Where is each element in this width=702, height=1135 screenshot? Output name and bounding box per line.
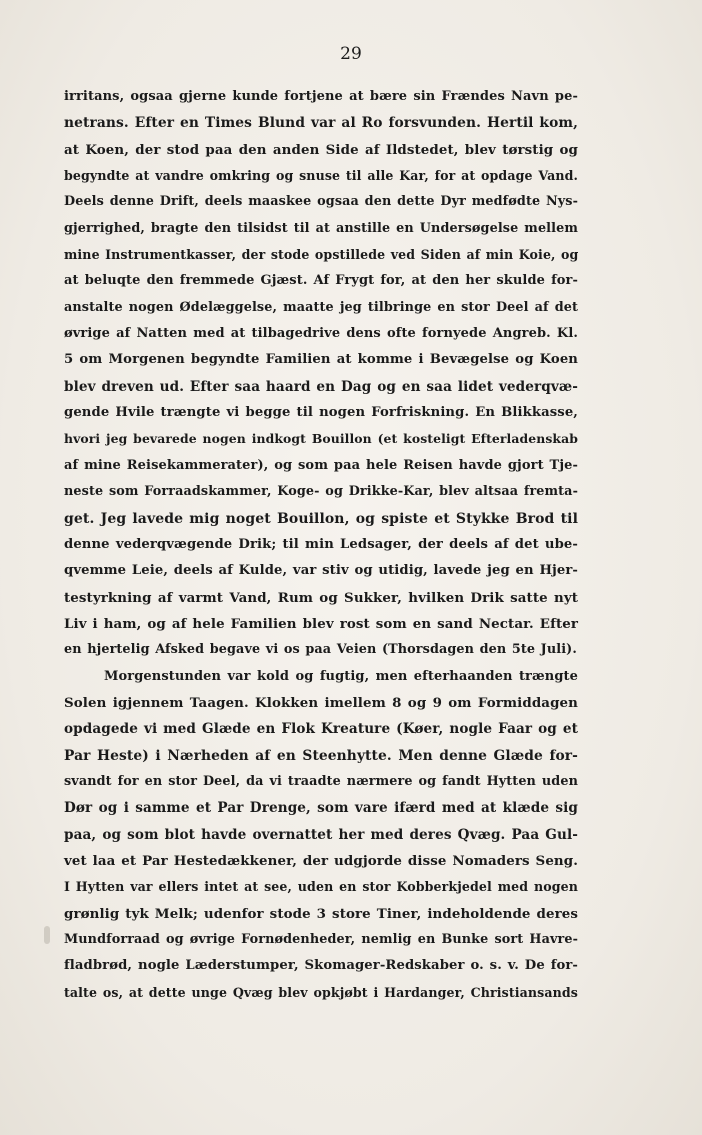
- text-line: hvori jeg bevarede nogen indkogt Bouillon (et kosteligt Efterladenskab: [64, 431, 578, 447]
- paper-stain: [44, 926, 50, 944]
- text-line: testyrkning af varmt Vand, Rum og Sukker, hvilken Drik satte nyt: [64, 589, 578, 606]
- text-line: begyndte at vandre omkring og snuse til alle Kar, for at opdage Vand.: [64, 168, 578, 184]
- text-line: I Hytten var ellers intet at see, uden en stor Kobberkjedel med nogen: [64, 879, 578, 895]
- text-line: talte os, at dette unge Qvæg blev opkjøbt i Hardanger, Christiansands: [64, 984, 578, 1000]
- text-line: gende Hvile trængte vi begge til nogen Forfriskning. En Blikkasse,: [64, 405, 578, 421]
- text-line: 5 om Morgenen begyndte Familien at komme i Bevægelse og Koen: [64, 352, 578, 368]
- page-number: 29: [340, 44, 362, 64]
- paragraph-start-line: Morgenstunden var kold og fugtig, men efterhaanden trængte: [104, 668, 578, 684]
- text-line: at beluqte den fremmede Gjæst. Af Frygt for, at den her skulde for-: [64, 273, 578, 289]
- text-line: netrans. Efter en Times Blund var al Ro forsvunden. Hertil kom,: [64, 115, 578, 132]
- text-line: neste som Forraadskammer, Koge- og Drikke-Kar, blev altsaa fremta-: [64, 484, 578, 500]
- text-line: Solen igjennem Taagen. Klokken imellem 8 og 9 om Formiddagen: [64, 694, 578, 711]
- text-line: anstalte nogen Ødelæggelse, maatte jeg tilbringe en stor Deel af det: [64, 299, 578, 315]
- text-line: Mundforraad og øvrige Fornødenheder, nemlig en Bunke sort Havre-: [64, 932, 578, 947]
- text-line: blev dreven ud. Efter saa haard en Dag og en saa lidet vederqvæ-: [64, 378, 578, 395]
- text-line: qvemme Leie, deels af Kulde, var stiv og utidig, lavede jeg en Hjer-: [64, 563, 578, 579]
- text-line: mine Instrumentkasser, der stode opstillede ved Siden af min Koie, og: [64, 247, 579, 263]
- text-line: get. Jeg lavede mig noget Bouillon, og spiste et Stykke Brod til: [64, 510, 578, 527]
- text-line: vet laa et Par Hestedækkener, der udgjorde disse Nomaders Seng.: [64, 852, 578, 869]
- text-line: denne vederqvægende Drik; til min Ledsager, der deels af det ube-: [64, 536, 578, 552]
- text-line: øvrige af Natten med at tilbagedrive dens ofte fornyede Angreb. Kl.: [64, 326, 578, 342]
- text-line: opdagede vi med Glæde en Flok Kreature (Køer, nogle Faar og et: [64, 721, 578, 738]
- text-line: en hjertelig Afsked begave vi os paa Veien (Thorsdagen den 5te Juli).: [64, 642, 577, 658]
- text-line: Deels denne Drift, deels maaskee ogsaa den dette Dyr medfødte Nys-: [64, 194, 578, 210]
- text-line: Liv i ham, og af hele Familien blev rost som en sand Nectar. Efter: [64, 615, 578, 632]
- text-line: svandt for en stor Deel, da vi traadte nærmere og fandt Hytten uden: [64, 773, 578, 789]
- text-line: af mine Reisekammerater), og som paa hele Reisen havde gjort Tje-: [64, 457, 578, 473]
- text-line: fladbrød, nogle Læderstumper, Skomager-Redskaber o. s. v. De for-: [64, 958, 578, 974]
- text-line: irritans, ogsaa gjerne kunde fortjene at bære sin Frændes Navn pe-: [64, 89, 578, 104]
- text-line: grønlig tyk Melk; udenfor stode 3 store Tiner, indeholdende deres: [64, 905, 578, 922]
- body-text: [64, 84, 578, 1006]
- text-line: gjerrighed, bragte den tilsidst til at anstille en Undersøgelse mellem: [64, 220, 578, 236]
- text-line: at Koen, der stod paa den anden Side af Ildstedet, blev tørstig og: [64, 141, 578, 158]
- text-line: Par Heste) i Nærheden af en Steenhytte. Men denne Glæde for-: [64, 747, 578, 764]
- text-line: paa, og som blot havde overnattet her med deres Qvæg. Paa Gul-: [64, 826, 578, 843]
- text-line: Dør og i samme et Par Drenge, som vare ifærd med at klæde sig: [64, 800, 578, 817]
